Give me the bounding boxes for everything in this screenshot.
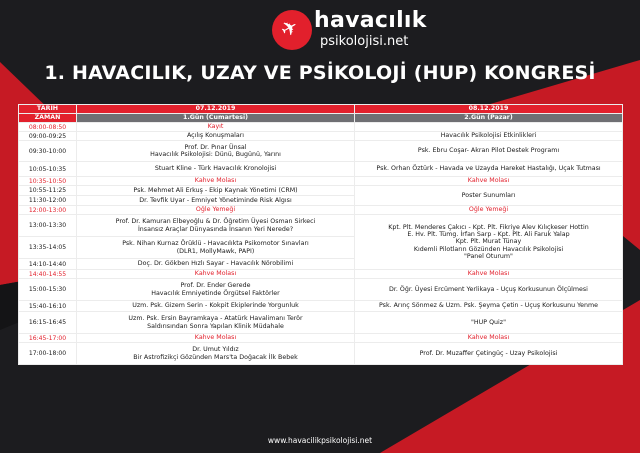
logo [272,6,427,58]
table-row [19,123,623,132]
day2-session-cell: Psk. Arınç Sönmez & Uzm. Psk. Şeyma Çetin - Uçuş Korkusunu Yenme [355,301,623,312]
day2-session-cell: Psk. Ebru Coşar- Akran Pilot Destek Programı [355,141,623,162]
time-cell: 16:15-16:45 [19,312,77,334]
day1-session-cell: Kahve Molası [77,177,355,186]
day1-session-cell: Kahve Molası [77,334,355,343]
footer-url: www.havacilikpsikolojisi.net [267,436,373,445]
day1-session-cell: Psk. Nihan Kurnaz Örüklü - Havacılıkta Psikomotor Sınavları (DLR1, MollyMawk, PAPI) [77,237,355,259]
day1-session-cell: Dr. Tevfik Uyar - Emniyet Yönetiminde Risk Algısı [77,196,355,206]
time-cell: 15:40-16:10 [19,301,77,312]
time-cell: 11:30-12:00 [19,196,77,206]
table-row [19,162,623,177]
logo-text-primary: havacılık [314,8,427,33]
day1-session-cell: Prof. Dr. Kamuran Elbeyoğlu & Dr. Öğretim Üyesi Osman Sirkeci İnsansız Araçlar Dünyasında İnsanın Yeri Nerede? [77,215,355,237]
table-row [19,312,623,334]
header-date-1: 07.12.2019 [77,105,355,114]
day1-session-cell: Prof. Dr. Ender Gerede Havacılık Emniyetinde Örgütsel Faktörler [77,279,355,301]
day1-session-cell: Uzm. Psk. Ersin Bayramkaya - Atatürk Havalimanı Terör Saldırısından Sonra Yapılan Klinik Müdahale [77,312,355,334]
time-cell: 08:00-08:50 [19,123,77,132]
day1-session-cell: Stuart Kline - Türk Havacılık Kronolojisi [77,162,355,177]
time-cell: 17:00-18:00 [19,343,77,365]
header-day-2: 2.Gün (Pazar) [355,114,623,123]
time-cell: 09:00-09:25 [19,132,77,141]
time-cell: 13:35-14:05 [19,237,77,259]
day1-session-cell: Uzm. Psk. Gizem Serin - Kokpit Ekiplerinde Yorgunluk [77,301,355,312]
day1-session-cell: Prof. Dr. Pınar Ünsal Havacılık Psikolojisi: Dünü, Bugünü, Yarını [77,141,355,162]
table-row [19,177,623,186]
table-row [19,334,623,343]
day1-session-cell: Kayıt [77,123,355,132]
page-title: 1. HAVACILIK, UZAY VE PSİKOLOJİ (HUP) KONGRESİ [44,62,596,84]
table-row [19,301,623,312]
time-cell: 14:10-14:40 [19,259,77,270]
time-cell: 16:45-17:00 [19,334,77,343]
day2-session-cell: "HUP Quiz" [355,312,623,334]
time-cell: 09:30-10:00 [19,141,77,162]
table-row [19,132,623,141]
day2-session-cell: Kahve Molası [355,270,623,279]
day2-session-cell: Psk. Orhan Öztürk - Havada ve Uzayda Hareket Hastalığı, Uçak Tutması [355,162,623,177]
day2-session-cell: Kahve Molası [355,334,623,343]
table-row [19,206,623,215]
header-day-1: 1.Gün (Cumartesi) [77,114,355,123]
table-row [19,215,623,237]
day2-session-cell [355,123,623,132]
table-row [19,279,623,301]
table-header-day-row [19,114,623,123]
header-tarih: TARİH [19,105,77,114]
time-cell: 13:00-13:30 [19,215,77,237]
table-header-date-row [19,105,623,114]
day1-session-cell: Öğle Yemeği [77,206,355,215]
table-row [19,343,623,365]
day2-session-cell: Kahve Molası [355,177,623,186]
day1-session-cell: Psk. Mehmet Ali Erkuş - Ekip Kaynak Yönetimi (CRM) [77,186,355,196]
time-cell: 10:05-10:35 [19,162,77,177]
day1-session-cell: Açılış Konuşmaları [77,132,355,141]
time-cell: 14:40-14:55 [19,270,77,279]
schedule-table [18,104,623,365]
table-row [19,186,623,196]
time-cell: 12:00-13:00 [19,206,77,215]
day2-session-cell: Dr. Öğr. Üyesi Ercüment Yerlikaya - Uçuş Korkusunun Ölçülmesi [355,279,623,301]
day1-session-cell: Doç. Dr. Gökben Hızlı Sayar - Havacılık Nörobilimi [77,259,355,270]
day2-session-cell: Öğle Yemeği [355,206,623,215]
day2-session-cell: Prof. Dr. Muzaffer Çetingüç - Uzay Psikolojisi [355,343,623,365]
day2-session-cell: Havacılık Psikolojisi Etkinlikleri [355,132,623,141]
table-row [19,141,623,162]
day1-session-cell: Kahve Molası [77,270,355,279]
header-zaman: ZAMAN [19,114,77,123]
time-cell: 10:35-10:50 [19,177,77,186]
airplane-icon: ✈ [276,13,303,43]
table-row [19,270,623,279]
day2-session-cell: Poster Sunumları [355,186,623,206]
header-date-2: 08.12.2019 [355,105,623,114]
day2-session-cell: Kpt. Plt. Menderes Çakıcı - Kpt. Plt. Fikriye Alev Kılıçkeser Hottin E. Hv. Plt. Tümg. İrfan Sarp - Kpt. Plt. Ali Faruk Yalap Kpt. Plt. Murat Tünay Kıdemli Pilotların Gözünden Havacılık Psikolojisi "Panel Oturum" [355,215,623,270]
time-cell: 15:00-15:30 [19,279,77,301]
day1-session-cell: Dr. Umut Yıldız Bir Astrofizikçi Gözünden Mars'ta Doğacak İlk Bebek [77,343,355,365]
logo-text-secondary: psikolojisi.net [320,34,409,49]
time-cell: 10:55-11:25 [19,186,77,196]
